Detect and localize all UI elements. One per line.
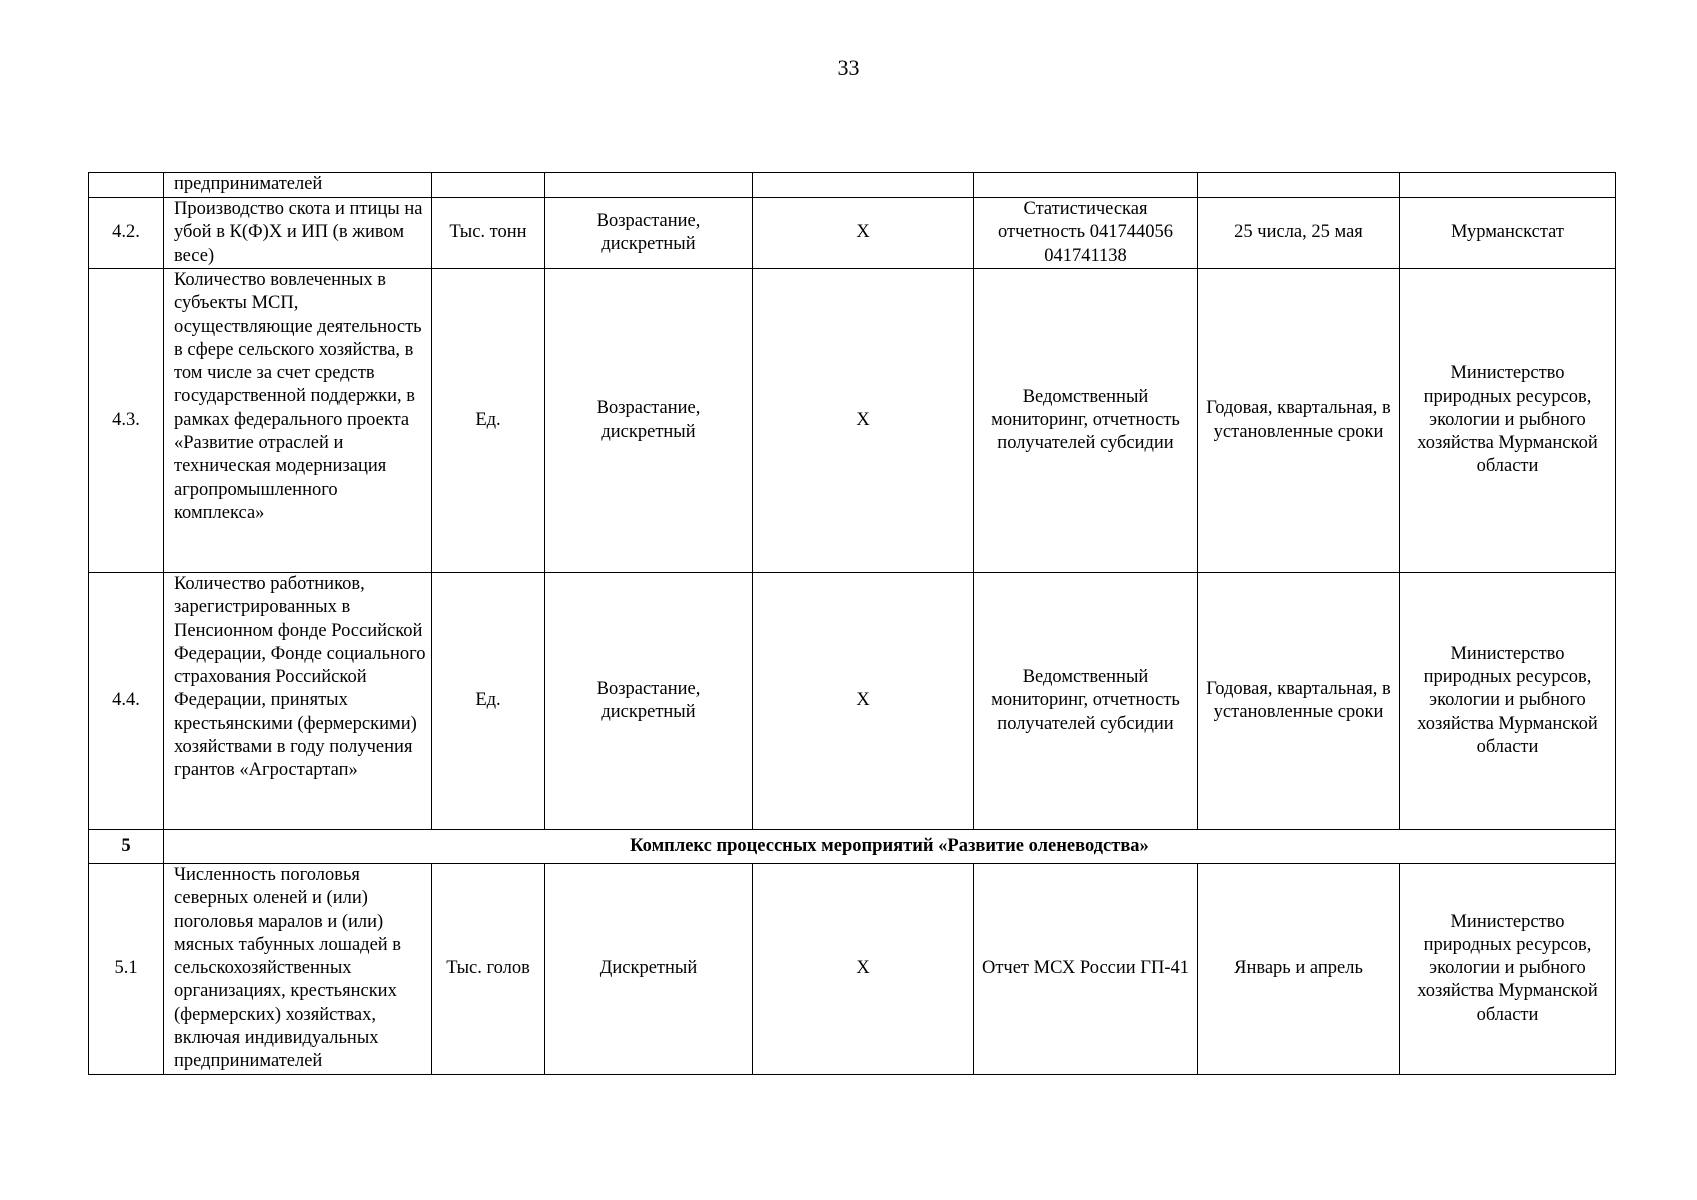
cell-period — [1198, 173, 1400, 198]
cell-responsible: Мурманскстат — [1400, 198, 1616, 269]
section-number: 5 — [89, 830, 164, 864]
cell-responsible — [1400, 173, 1616, 198]
table-row — [89, 269, 1616, 573]
cell-responsible: Министерство природных ресурсов, экологии и рыбного хозяйства Мурманской области — [1400, 864, 1616, 1075]
cell-trend: Возрастание, дискретный — [545, 269, 753, 573]
section-title: Комплекс процессных мероприятий «Развитие оленеводства» — [164, 830, 1616, 864]
cell-unit: Ед. — [432, 269, 545, 573]
cell-responsible: Министерство природных ресурсов, экологии и рыбного хозяйства Мурманской области — [1400, 573, 1616, 830]
cell-source: Статистическая отчетность 041744056 041741138 — [974, 198, 1198, 269]
cell-unit — [432, 173, 545, 198]
cell-num: 4.4. — [89, 573, 164, 830]
cell-name: предпринимателей — [164, 173, 432, 198]
cell-num: 4.2. — [89, 198, 164, 269]
cell-trend: Дискретный — [545, 864, 753, 1075]
table-row — [89, 573, 1616, 830]
table-row — [89, 864, 1616, 1075]
cell-period: Годовая, квартальная, в установленные сроки — [1198, 269, 1400, 573]
table-row — [89, 173, 1616, 198]
cell-name: Производство скота и птицы на убой в К(Ф)Х и ИП (в живом весе) — [164, 198, 432, 269]
cell-period: 25 числа, 25 мая — [1198, 198, 1400, 269]
cell-name: Количество работников, зарегистрированных в Пенсионном фонде Российской Федерации, Фонде социального страхования Российской Федерации, принятых крестьянскими (фермерскими) хозяйствами в году получения грантов «Агростартап» — [164, 573, 432, 830]
cell-unit: Ед. — [432, 573, 545, 830]
cell-period: Годовая, квартальная, в установленные сроки — [1198, 573, 1400, 830]
cell-trend: Возрастание, дискретный — [545, 573, 753, 830]
cell-trend: Возрастание, дискретный — [545, 198, 753, 269]
page-number: 33 — [837, 55, 860, 80]
cell-trend — [545, 173, 753, 198]
cell-x — [753, 173, 974, 198]
cell-source: Ведомственный мониторинг, отчетность получателей субсидии — [974, 269, 1198, 573]
cell-unit: Тыс. тонн — [432, 198, 545, 269]
cell-x: Х — [753, 269, 974, 573]
cell-x: Х — [753, 864, 974, 1075]
cell-responsible: Министерство природных ресурсов, экологии и рыбного хозяйства Мурманской области — [1400, 269, 1616, 573]
cell-source: Ведомственный мониторинг, отчетность получателей субсидии — [974, 573, 1198, 830]
cell-num — [89, 173, 164, 198]
cell-unit: Тыс. голов — [432, 864, 545, 1075]
cell-x: Х — [753, 573, 974, 830]
cell-num: 4.3. — [89, 269, 164, 573]
indicators-table — [88, 172, 1616, 1075]
cell-source — [974, 173, 1198, 198]
cell-name: Количество вовлеченных в субъекты МСП, осуществляющие деятельность в сфере сельского хозяйства, в том числе за счет средств государственной поддержки, в рамках федерального проекта «Развитие отраслей и техническая модернизация агропромышленного комплекса» — [164, 269, 432, 573]
cell-period: Январь и апрель — [1198, 864, 1400, 1075]
section-row — [89, 830, 1616, 864]
cell-source: Отчет МСХ России ГП-41 — [974, 864, 1198, 1075]
table-row — [89, 198, 1616, 269]
cell-name: Численность поголовья северных оленей и (или) поголовья маралов и (или) мясных табунных лошадей в сельскохозяйственных организациях, крестьянских (фермерских) хозяйствах, включая индивидуальных предпринимателей — [164, 864, 432, 1075]
cell-num: 5.1 — [89, 864, 164, 1075]
cell-x: Х — [753, 198, 974, 269]
